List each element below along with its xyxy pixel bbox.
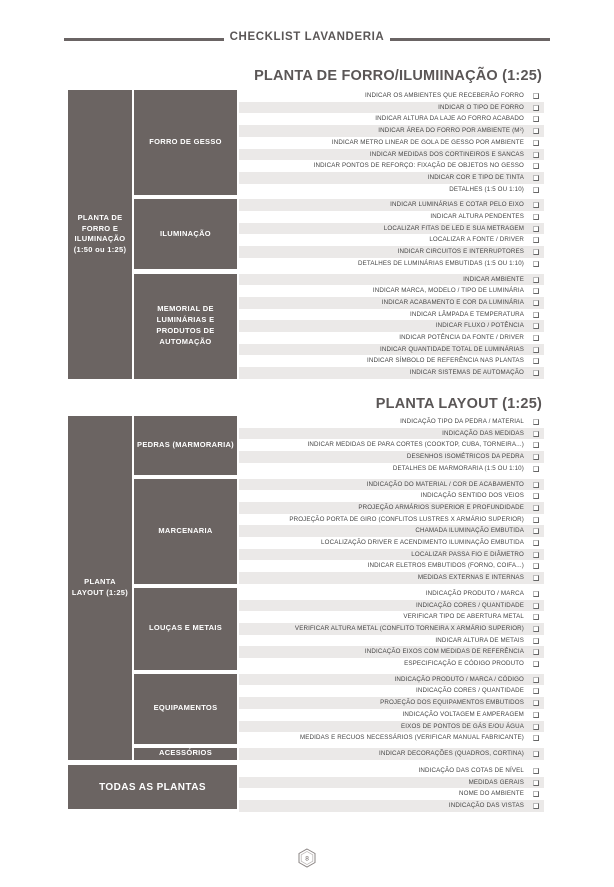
checklist-item-label: DESENHOS ISOMÉTRICOS DA PEDRA <box>406 453 524 461</box>
checkbox[interactable] <box>533 780 539 786</box>
checklist-item-label: INDICAR ALTURA DE METAIS <box>435 636 524 644</box>
checkbox[interactable] <box>533 803 539 809</box>
category-layout: PLANTA LAYOUT (1:25) <box>68 416 132 760</box>
checklist-item-label: INDICAR ELETROS EMBUTIDOS (FORNO, COIFA...) <box>367 562 524 570</box>
checklist-item-label: INDICAR OS AMBIENTES QUE RECEBERÃO FORRO <box>365 92 524 99</box>
checklist-item <box>239 658 544 670</box>
checklist-item-label: INDICAÇÃO PRODUTO / MARCA <box>425 589 524 597</box>
checkbox[interactable] <box>533 442 539 448</box>
checkbox[interactable] <box>533 261 539 267</box>
checklist-item-label: LOCALIZAR PASSA FIO E DIÂMETRO <box>411 550 524 558</box>
checklist-item <box>239 234 544 246</box>
checklist-item-label: INDICAR METRO LINEAR DE GOLA DE GESSO POR AMBIENTE <box>331 138 524 146</box>
checklist-item <box>239 502 544 514</box>
checkbox[interactable] <box>533 249 539 255</box>
checkbox[interactable] <box>533 603 539 609</box>
page-number: 8 <box>305 855 309 863</box>
checkbox[interactable] <box>533 700 539 706</box>
checklist-item-label: PROJEÇÃO PORTA DE GIRO (CONFLITOS LUSTRES X ARMÁRIO SUPERIOR) <box>289 515 524 523</box>
checklist-item-label: INDICAR ÁREA DO FORRO POR AMBIENTE (M²) <box>378 127 524 135</box>
checkbox[interactable] <box>533 688 539 694</box>
checkbox[interactable] <box>533 93 539 99</box>
checkbox[interactable] <box>533 419 539 425</box>
checkbox[interactable] <box>533 163 539 169</box>
subcategory-forro-de-gesso: FORRO DE GESSO <box>134 90 237 195</box>
checklist-item <box>239 355 544 367</box>
checkbox[interactable] <box>533 226 539 232</box>
checklist-item <box>239 549 544 561</box>
checklist-item-label: INDICAR SISTEMAS DE AUTOMAÇÃO <box>409 369 524 377</box>
checklist-item <box>239 149 544 161</box>
checklist-item-label: NOME DO AMBIENTE <box>459 790 524 798</box>
checkbox[interactable] <box>533 751 539 757</box>
checkbox[interactable] <box>533 454 539 460</box>
checklist-item-label: INDICAR ALTURA PENDENTES <box>430 213 524 220</box>
checkbox[interactable] <box>533 575 539 581</box>
checkbox[interactable] <box>533 288 539 294</box>
checkbox[interactable] <box>533 791 539 797</box>
checklist-item-label: INDICAR MEDIDAS DE PARA CORTES (COOKTOP, CUBA, TORNEIRA...) <box>307 441 524 449</box>
checklist-item-label: MEDIDAS E RECUOS NECESSÁRIOS (VERIFICAR MANUAL FABRICANTE) <box>299 734 524 742</box>
checkbox[interactable] <box>533 277 539 283</box>
checklist-item <box>239 90 544 102</box>
subcategory-memorial-de-luminarias-e-produtos-de-automacao: MEMORIAL DE LUMINÁRIAS E PRODUTOS DE AUTOMAÇÃO <box>134 274 237 379</box>
checkbox[interactable] <box>533 300 539 306</box>
checklist-item <box>239 490 544 502</box>
checklist-item <box>239 199 544 211</box>
checkbox[interactable] <box>533 312 539 318</box>
checkbox[interactable] <box>533 505 539 511</box>
checklist-item-label: INDICAR ALTURA DA LAJE AO FORRO ACABADO <box>375 115 524 123</box>
checklist-item <box>239 172 544 184</box>
checklist-item <box>239 623 544 635</box>
section-title-layout: PLANTA LAYOUT (1:25) <box>375 396 542 412</box>
checklist-item <box>239 320 544 332</box>
checklist-item-label: INDICAÇÃO SENTIDO DOS VEIOS <box>420 492 524 500</box>
checklist-item <box>239 800 544 812</box>
checkbox[interactable] <box>533 482 539 488</box>
checklist-item-label: LOCALIZAR FITAS DE LED E SUA METRAGEM <box>383 224 524 232</box>
checklist-item-label: INDICAR LÂMPADA E TEMPERATURA <box>409 310 524 318</box>
checklist-item <box>239 674 544 686</box>
checklist-item <box>239 697 544 709</box>
checklist-item <box>239 332 544 344</box>
checklist-item-label: DETALHES DE LUMINÁRIAS EMBUTIDAS (1:5 OU 1:10) <box>358 259 524 267</box>
checkbox[interactable] <box>533 202 539 208</box>
checklist-item-label: INDICAR AMBIENTE <box>463 275 524 283</box>
checklist-item <box>239 428 544 440</box>
todas-title: TODAS AS PLANTAS <box>68 765 237 809</box>
checkbox[interactable] <box>533 140 539 146</box>
checkbox[interactable] <box>533 237 539 243</box>
subcategory-loucas-e-metais: LOUÇAS E METAIS <box>134 588 237 670</box>
checkbox[interactable] <box>533 517 539 523</box>
checkbox[interactable] <box>533 358 539 364</box>
checkbox[interactable] <box>533 528 539 534</box>
checklist-item <box>239 537 544 549</box>
subcategory-pedras-marmoraria: PEDRAS (MARMORARIA) <box>134 416 237 475</box>
checkbox[interactable] <box>533 493 539 499</box>
checklist-item <box>239 732 544 744</box>
checklist-item-label: INDICAÇÃO DO MATERIAL / COR DE ACABAMENTO <box>366 480 524 488</box>
checkbox[interactable] <box>533 735 539 741</box>
checklist-item-label: INDICAÇÃO DAS MEDIDAS <box>442 429 524 437</box>
checklist-item <box>239 223 544 235</box>
checkbox[interactable] <box>533 591 539 597</box>
checklist-item <box>239 160 544 172</box>
checkbox[interactable] <box>533 116 539 122</box>
subcategory-equipamentos: EQUIPAMENTOS <box>134 674 237 744</box>
checklist-item-label: LOCALIZAR A FONTE / DRIVER <box>429 236 524 244</box>
checklist-item-label: INDICAR DECORAÇÕES (QUADROS, CORTINA) <box>378 749 524 757</box>
category-forro: PLANTA DE FORRO E ILUMINAÇÃO (1:50 ou 1:25) <box>68 90 132 379</box>
checklist-item <box>239 560 544 572</box>
checklist-item-label: INDICAÇÃO EIXOS COM MEDIDAS DE REFERÊNCIA <box>364 648 524 656</box>
checklist-item-label: MEDIDAS GERAIS <box>468 778 524 786</box>
checkbox[interactable] <box>533 552 539 558</box>
checkbox[interactable] <box>533 649 539 655</box>
checkbox[interactable] <box>533 370 539 376</box>
checklist-item-label: INDICAR MARCA, MODELO / TIPO DE LUMINÁRIA <box>372 287 524 295</box>
checkbox[interactable] <box>533 712 539 718</box>
checklist-item <box>239 611 544 623</box>
checkbox[interactable] <box>533 431 539 437</box>
checklist-item-label: INDICAR LUMINÁRIAS E COTAR PELO EIXO <box>390 201 524 209</box>
checkbox[interactable] <box>533 152 539 158</box>
checklist-item-label: LOCALIZAÇÃO DRIVER E ACENDIMENTO ILUMINAÇÃO EMBUTIDA <box>321 539 524 546</box>
checkbox[interactable] <box>533 540 539 546</box>
checklist-item <box>239 416 544 428</box>
checklist-item-label: INDICAÇÃO PRODUTO / MARCA / CÓDIGO <box>394 675 524 683</box>
checkbox[interactable] <box>533 626 539 632</box>
checklist-item-label: INDICAÇÃO CORES / QUANTIDADE <box>415 687 524 695</box>
checklist-item <box>239 479 544 491</box>
checkbox[interactable] <box>533 466 539 472</box>
checklist-item-label: INDICAR SÍMBOLO DE REFERÊNCIA NAS PLANTAS <box>367 357 524 365</box>
checklist-item <box>239 309 544 321</box>
checklist-item <box>239 525 544 537</box>
checklist-item-label: INDICAÇÃO CORES / QUANTIDADE <box>415 601 524 609</box>
checklist-item <box>239 367 544 379</box>
checklist-item <box>239 463 544 475</box>
checklist-item <box>239 297 544 309</box>
checklist-item <box>239 344 544 356</box>
checklist-item-label: PROJEÇÃO DOS EQUIPAMENTOS EMBUTIDOS <box>380 699 524 707</box>
checklist-item <box>239 572 544 584</box>
checklist-item <box>239 748 544 760</box>
checkbox[interactable] <box>533 768 539 774</box>
checklist-item <box>239 765 544 777</box>
checklist-item <box>239 721 544 733</box>
checklist-item <box>239 102 544 114</box>
checklist-item-label: ESPECIFICAÇÃO E CÓDIGO PRODUTO <box>404 660 524 667</box>
checklist-item <box>239 184 544 196</box>
checklist-item-label: INDICAR POTÊNCIA DA FONTE / DRIVER <box>399 334 524 341</box>
section-title-forro: PLANTA DE FORRO/ILUMIINAÇÃO (1:25) <box>254 68 542 84</box>
checklist-item-label: EIXOS DE PONTOS DE GÁS E/OU ÁGUA <box>401 722 524 730</box>
checklist-item <box>239 788 544 800</box>
checklist-item <box>239 137 544 149</box>
checklist-item-label: CHAMADA ILUMINAÇÃO EMBUTIDA <box>415 527 524 535</box>
checklist-item <box>239 285 544 297</box>
checklist-item <box>239 113 544 125</box>
checklist-item-label: DETALHES DE MARMORARIA (1:5 OU 1:10) <box>392 464 524 472</box>
checkbox[interactable] <box>533 347 539 353</box>
subcategory-acessorios: ACESSÓRIOS <box>134 748 237 760</box>
checklist-item-label: INDICAR FLUXO / POTÊNCIA <box>435 322 524 330</box>
checklist-item-label: INDICAR MEDIDAS DOS CORTINEIROS E SANCAS <box>369 150 524 158</box>
checklist-item-label: INDICAÇÃO TIPO DA PEDRA / MATERIAL <box>400 418 524 425</box>
checklist-item <box>239 439 544 451</box>
checklist-item <box>239 600 544 612</box>
checklist-item-label: MEDIDAS EXTERNAS E INTERNAS <box>417 574 524 582</box>
checklist-item <box>239 451 544 463</box>
checklist-item-label: INDICAR QUANTIDADE TOTAL DE LUMINÁRIAS <box>379 345 524 353</box>
checkbox[interactable] <box>533 105 539 111</box>
checkbox[interactable] <box>533 638 539 644</box>
checklist-item-label: DETALHES (1:5 OU 1:10) <box>449 185 524 193</box>
checklist-item <box>239 709 544 721</box>
checkbox[interactable] <box>533 128 539 134</box>
checklist-item-label: INDICAÇÃO DAS COTAS DE NÍVEL <box>418 767 524 774</box>
checklist-item <box>239 514 544 526</box>
checklist-item-label: INDICAÇÃO DAS VISTAS <box>448 802 524 810</box>
checklist-item <box>239 646 544 658</box>
checklist-item-label: INDICAR PONTOS DE REFORÇO: FIXAÇÃO DE OBJETOS NO GESSO <box>313 162 524 170</box>
checklist-item <box>239 211 544 223</box>
checklist-item <box>239 258 544 270</box>
checkbox[interactable] <box>533 563 539 569</box>
checkbox[interactable] <box>533 724 539 730</box>
checklist-item-label: VERIFICAR ALTURA METAL (CONFLITO TORNEIRA X ARMÁRIO SUPERIOR) <box>294 624 524 632</box>
checklist-item <box>239 246 544 258</box>
checklist-item <box>239 274 544 286</box>
checklist-item-label: INDICAR CIRCUITOS E INTERRUPTORES <box>397 248 524 256</box>
checkbox[interactable] <box>533 187 539 193</box>
checkbox[interactable] <box>533 677 539 683</box>
page-title: CHECKLIST LAVANDERIA <box>0 31 614 43</box>
checkbox[interactable] <box>533 214 539 220</box>
checklist-item-label: PROJEÇÃO ARMÁRIOS SUPERIOR E PROFUNDIDADE <box>358 503 524 511</box>
subcategory-marcenaria: MARCENARIA <box>134 479 237 584</box>
checklist-item-label: INDICAR O TIPO DE FORRO <box>438 103 524 111</box>
checklist-item <box>239 777 544 789</box>
checkbox[interactable] <box>533 614 539 620</box>
checklist-item-label: INDICAR COR E TIPO DE TINTA <box>427 173 524 181</box>
checklist-item-label: VERIFICAR TIPO DE ABERTURA METAL <box>403 613 524 621</box>
checklist-item <box>239 685 544 697</box>
checklist-item-label: INDICAÇÃO VOLTAGEM E AMPERAGEM <box>402 710 524 718</box>
checkbox[interactable] <box>533 661 539 667</box>
checklist-item <box>239 635 544 647</box>
checkbox[interactable] <box>533 335 539 341</box>
checkbox[interactable] <box>533 175 539 181</box>
checklist-item-label: INDICAR ACABAMENTO E COR DA LUMINÁRIA <box>381 298 524 306</box>
subcategory-iluminacao: ILUMINAÇÃO <box>134 199 237 269</box>
page-number-badge <box>298 848 316 868</box>
checklist-item <box>239 588 544 600</box>
checklist-item <box>239 125 544 137</box>
checkbox[interactable] <box>533 323 539 329</box>
